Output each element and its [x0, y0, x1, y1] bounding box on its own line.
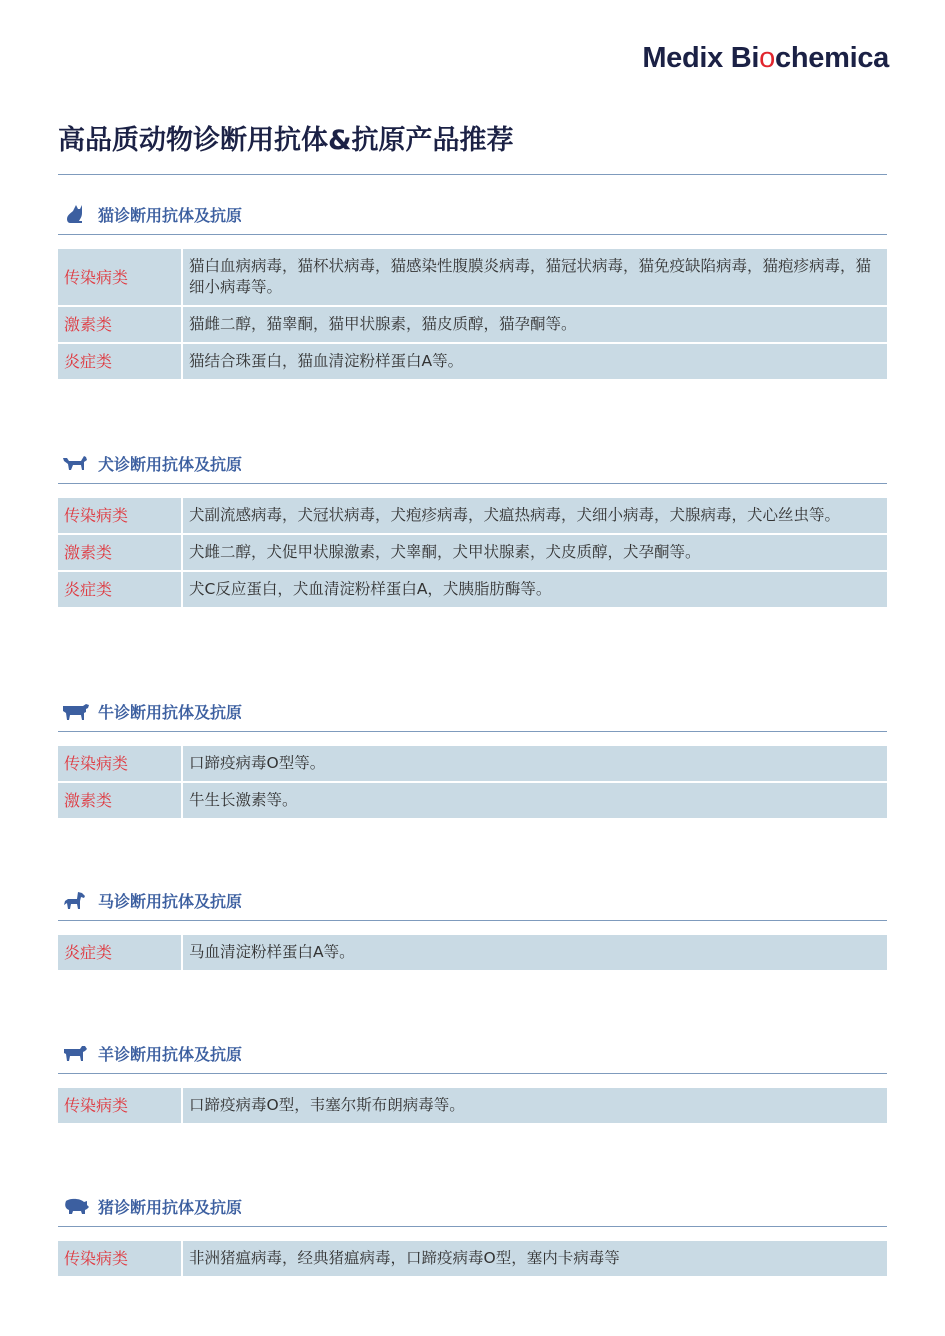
- section-cow: [58, 697, 887, 820]
- section-title: 马诊断用抗体及抗原: [98, 891, 243, 911]
- table-row: [58, 498, 887, 534]
- category-label: 炎症类: [58, 343, 182, 380]
- product-table: [58, 1088, 887, 1125]
- category-content: 非洲猪瘟病毒，经典猪瘟病毒，口蹄疫病毒O型，塞内卡病毒等: [182, 1241, 887, 1277]
- table-row: [58, 935, 887, 971]
- category-content: 口蹄疫病毒O型，韦塞尔斯布朗病毒等。: [182, 1088, 887, 1124]
- category-content: 猫结合珠蛋白，猫血清淀粉样蛋白A等。: [182, 343, 887, 380]
- product-table: [58, 746, 887, 820]
- table-row: [58, 1088, 887, 1124]
- table-row: [58, 571, 887, 608]
- section-title: 犬诊断用抗体及抗原: [98, 454, 243, 474]
- section-divider: [58, 731, 887, 732]
- sheep-icon: [62, 1042, 90, 1064]
- table-row: [58, 306, 887, 343]
- category-label: 激素类: [58, 306, 182, 343]
- category-label: 炎症类: [58, 571, 182, 608]
- section-header: [58, 1039, 887, 1067]
- category-label: 激素类: [58, 782, 182, 819]
- section-title: 牛诊断用抗体及抗原: [98, 702, 243, 722]
- section-divider: [58, 1226, 887, 1227]
- product-table: [58, 1241, 887, 1278]
- category-content: 口蹄疫病毒O型等。: [182, 746, 887, 782]
- table-row: [58, 782, 887, 819]
- section-divider: [58, 483, 887, 484]
- category-label: 炎症类: [58, 935, 182, 971]
- section-horse: [58, 886, 887, 972]
- category-content: 犬副流感病毒，犬冠状病毒，犬疱疹病毒，犬瘟热病毒，犬细小病毒，犬腺病毒，犬心丝虫等。: [182, 498, 887, 534]
- section-title: 羊诊断用抗体及抗原: [98, 1044, 243, 1064]
- section-header: [58, 200, 887, 228]
- horse-icon: [62, 889, 90, 911]
- category-label: 传染病类: [58, 1241, 182, 1277]
- category-content: 猫白血病病毒，猫杯状病毒，猫感染性腹膜炎病毒，猫冠状病毒，猫免疫缺陷病毒，猫疱疹病毒，猫细小病毒等。: [182, 249, 887, 306]
- product-table: [58, 249, 887, 381]
- table-row: [58, 1241, 887, 1277]
- section-dog: [58, 449, 887, 609]
- table-row: [58, 249, 887, 306]
- category-content: 马血清淀粉样蛋白A等。: [182, 935, 887, 971]
- section-header: [58, 886, 887, 914]
- cow-icon: [62, 700, 90, 722]
- pig-icon: [62, 1195, 90, 1217]
- title-divider: [58, 174, 887, 175]
- section-title: 猫诊断用抗体及抗原: [98, 205, 243, 225]
- category-content: 犬C反应蛋白，犬血清淀粉样蛋白A，犬胰脂肪酶等。: [182, 571, 887, 608]
- section-divider: [58, 920, 887, 921]
- section-header: [58, 1192, 887, 1220]
- section-sheep: [58, 1039, 887, 1125]
- product-table: [58, 498, 887, 609]
- section-divider: [58, 1073, 887, 1074]
- section-divider: [58, 234, 887, 235]
- table-row: [58, 343, 887, 380]
- category-content: 猫雌二醇，猫睾酮，猫甲状腺素，猫皮质醇，猫孕酮等。: [182, 306, 887, 343]
- table-row: [58, 534, 887, 571]
- product-table: [58, 935, 887, 972]
- medix-biochemica-logo: Medix Biochemica: [642, 42, 889, 74]
- section-pig: [58, 1192, 887, 1278]
- dog-icon: [62, 452, 90, 474]
- category-label: 传染病类: [58, 498, 182, 534]
- category-content: 犬雌二醇，犬促甲状腺激素，犬睾酮，犬甲状腺素，犬皮质醇，犬孕酮等。: [182, 534, 887, 571]
- cat-icon: [62, 203, 90, 225]
- section-cat: [58, 200, 887, 381]
- category-label: 传染病类: [58, 249, 182, 306]
- page-title: 高品质动物诊断用抗体&抗原产品推荐: [58, 125, 514, 156]
- category-label: 激素类: [58, 534, 182, 571]
- table-row: [58, 746, 887, 782]
- category-label: 传染病类: [58, 1088, 182, 1124]
- section-title: 猪诊断用抗体及抗原: [98, 1197, 243, 1217]
- section-header: [58, 449, 887, 477]
- section-header: [58, 697, 887, 725]
- category-label: 传染病类: [58, 746, 182, 782]
- category-content: 牛生长激素等。: [182, 782, 887, 819]
